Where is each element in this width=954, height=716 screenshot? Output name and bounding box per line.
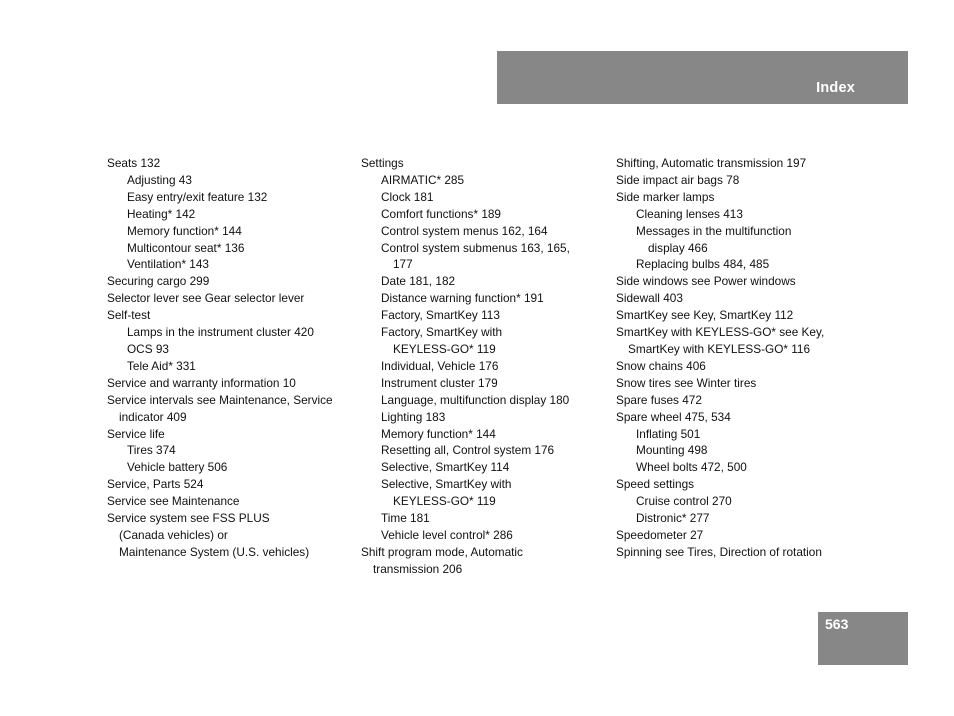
index-entry: KEYLESS-GO* 119 — [393, 341, 496, 356]
index-entry: Spare wheel 475, 534 — [616, 409, 731, 424]
index-column-3 — [616, 155, 856, 561]
index-entry: Snow tires see Winter tires — [616, 375, 757, 390]
index-entry: Vehicle level control* 286 — [381, 527, 513, 542]
index-entry: indicator 409 — [119, 409, 187, 424]
index-entry: Service, Parts 524 — [107, 477, 204, 492]
index-entry: Spinning see Tires, Direction of rotation — [616, 544, 822, 559]
index-entry: Vehicle battery 506 — [127, 460, 228, 475]
index-entry: Distronic* 277 — [636, 511, 710, 526]
index-entry: Sidewall 403 — [616, 291, 683, 306]
index-entry: Tele Aid* 331 — [127, 358, 196, 373]
index-entry: Distance warning function* 191 — [381, 291, 544, 306]
index-entry: Factory, SmartKey with — [381, 325, 503, 340]
index-entry: Seats 132 — [107, 156, 161, 170]
index-entry: Shifting, Automatic transmission 197 — [616, 156, 807, 170]
index-entry: display 466 — [648, 240, 708, 255]
index-entry: Adjusting 43 — [127, 172, 192, 187]
index-entry: Lighting 183 — [381, 409, 446, 424]
index-entry: OCS 93 — [127, 341, 169, 356]
index-entry: Service intervals see Maintenance, Service — [107, 392, 333, 407]
index-entry: Individual, Vehicle 176 — [381, 358, 499, 373]
index-entry: SmartKey see Key, SmartKey 112 — [616, 308, 794, 323]
index-entry: Replacing bulbs 484, 485 — [636, 257, 770, 272]
index-entry: KEYLESS-GO* 119 — [393, 494, 496, 509]
index-entry: AIRMATIC* 285 — [381, 172, 465, 187]
index-entry: Heating* 142 — [127, 206, 196, 221]
index-entry: Inflating 501 — [636, 426, 701, 441]
index-entry: Service and warranty information 10 — [107, 375, 296, 390]
index-entry: SmartKey with KEYLESS-GO* 116 — [628, 341, 811, 356]
index-entry: Self-test — [107, 308, 151, 323]
index-entry: Speed settings — [616, 477, 695, 492]
index-entry: Date 181, 182 — [381, 274, 456, 289]
index-column-2 — [361, 155, 611, 578]
index-entry: 177 — [393, 257, 413, 272]
header-bar — [497, 51, 908, 104]
index-entry: Resetting all, Control system 176 — [381, 443, 555, 458]
index-entry: Lamps in the instrument cluster 420 — [127, 325, 314, 340]
index-entry: Service system see FSS PLUS — [107, 511, 270, 526]
index-entry: Maintenance System (U.S. vehicles) — [119, 544, 310, 559]
index-entry: Messages in the multifunction — [636, 223, 792, 238]
index-entry: Side marker lamps — [616, 189, 715, 204]
index-entry: Instrument cluster 179 — [381, 375, 498, 390]
index-entry: Cruise control 270 — [636, 494, 732, 509]
index-entry: Side impact air bags 78 — [616, 172, 740, 187]
index-entry: Selector lever see Gear selector lever — [107, 291, 305, 306]
index-column-1 — [107, 155, 357, 561]
page-title: Index — [816, 80, 855, 96]
index-entry: (Canada vehicles) or — [119, 527, 228, 542]
index-entry: Settings — [361, 156, 404, 170]
index-entry: Snow chains 406 — [616, 358, 706, 373]
index-entry: Comfort functions* 189 — [381, 206, 501, 221]
index-entry: Ventilation* 143 — [127, 257, 209, 272]
index-entry: Control system menus 162, 164 — [381, 223, 548, 238]
index-entry: Cleaning lenses 413 — [636, 206, 743, 221]
index-entry: SmartKey with KEYLESS-GO* see Key, — [616, 325, 825, 340]
index-entry: Factory, SmartKey 113 — [381, 308, 500, 323]
page-number-tab — [818, 612, 908, 665]
index-entry: Selective, SmartKey 114 — [381, 460, 510, 475]
index-entry: Spare fuses 472 — [616, 392, 702, 407]
page-number: 563 — [825, 616, 849, 632]
index-entry: Language, multifunction display 180 — [381, 392, 570, 407]
index-entry: Time 181 — [381, 511, 430, 526]
index-entry: Shift program mode, Automatic — [361, 544, 523, 559]
index-entry: Service see Maintenance — [107, 494, 240, 509]
index-entry: Clock 181 — [381, 189, 434, 204]
index-entry: Mounting 498 — [636, 443, 708, 458]
index-entry: transmission 206 — [373, 561, 463, 576]
index-entry: Easy entry/exit feature 132 — [127, 189, 268, 204]
index-entry: Memory function* 144 — [381, 426, 496, 441]
index-entry: Control system submenus 163, 165, — [381, 240, 570, 255]
index-entry: Multicontour seat* 136 — [127, 240, 245, 255]
index-entry: Service life — [107, 426, 165, 441]
index-entry: Side windows see Power windows — [616, 274, 796, 289]
index-entry: Tires 374 — [127, 443, 176, 458]
index-entry: Securing cargo 299 — [107, 274, 210, 289]
index-entry: Speedometer 27 — [616, 527, 704, 542]
index-entry: Selective, SmartKey with — [381, 477, 512, 492]
index-entry: Wheel bolts 472, 500 — [636, 460, 747, 475]
index-entry: Memory function* 144 — [127, 223, 242, 238]
